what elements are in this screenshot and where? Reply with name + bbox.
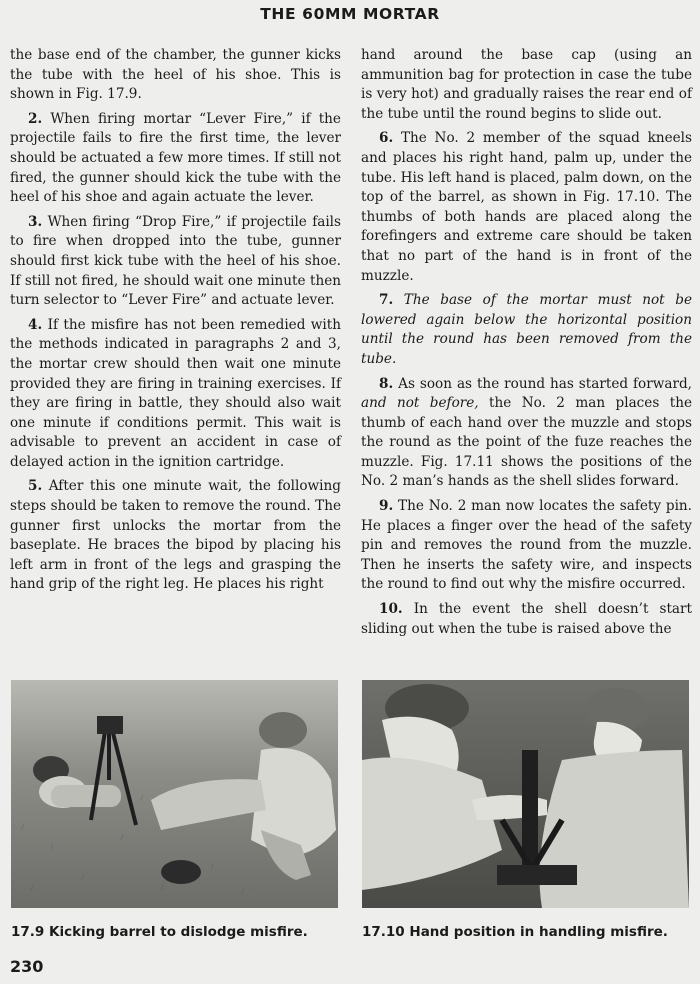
- paragraph-5: [10, 477, 341, 595]
- paragraph-4: [10, 316, 341, 473]
- paragraph-text: After this one minute wait, the following steps should be taken to remove the round. The gunner first unlocks the mortar from the baseplate. He braces the bipod by placing his left arm in front of the legs and grasping the hand grip of the right leg. He places his right: [10, 478, 341, 593]
- paragraph-number: 9.: [379, 498, 394, 515]
- paragraph-continuation: the base end of the chamber, the gunner kicks the tube with the heel of his shoe. This is shown in Fig. 17.9.: [10, 47, 341, 103]
- paragraph-text: If the misfire has not been remedied with the methods indicated in paragraphs 2 and 3, the mortar crew should then wait one minute provided they are firing in training exercises. If they are firing in battle, they should also wait one minute if conditions permit. This wait is advisable to prevent an accident in case of delayed action in the ignition cartridge.: [10, 316, 341, 470]
- paragraph-number: 3.: [28, 213, 43, 230]
- paragraph-2: [10, 110, 341, 208]
- figure-17-9-photo: [11, 680, 338, 908]
- paragraph-number: 8.: [379, 375, 394, 392]
- paragraph-number: 10.: [379, 601, 403, 618]
- paragraph-text: The base of the mortar must not be lowered again below the horizontal position until the round has been removed from the tube.: [361, 292, 692, 367]
- left-text-column: [10, 46, 341, 600]
- figure-17-10-caption: 17.10 Hand position in handling misfire.: [362, 924, 668, 940]
- paragraph-number: 7.: [379, 292, 394, 309]
- paragraph-text: As soon as the round has started forward,: [398, 375, 692, 392]
- page-number: 230: [10, 957, 44, 976]
- figure-17-9-caption: 17.9 Kicking barrel to dislodge misfire.: [11, 924, 308, 940]
- paragraph-text: The No. 2 member of the squad kneels and places his right hand, palm up, under the tube. His left hand is placed, palm down, on the top of the barrel, as shown in Fig. 17.10. The thumbs of both hands are placed along the forefingers and extreme care should be taken that no part of the hand is in front of the muzzle.: [361, 130, 692, 284]
- paragraph-8: [361, 375, 692, 493]
- paragraph-number: 5.: [28, 478, 43, 495]
- paragraph-text: the No. 2 man places the thumb of each hand over the muzzle and stops the round as the point of the fuze reaches the muzzle. Fig. 17.11 shows the positions of the No. 2 man’s hands as the shell slides forward.: [361, 395, 692, 490]
- figure-17-10-photo: [362, 680, 689, 908]
- paragraph-text: When firing mortar “Lever Fire,” if the projectile fails to fire the first time, the lever should be actuated a few more times. If still not fired, the gunner should kick the tube with the heel of his shoe and again actuate the lever.: [10, 110, 341, 206]
- paragraph-9: [361, 497, 692, 595]
- paragraph-text: In the event the shell doesn’t start sliding out when the tube is raised above the: [361, 601, 692, 637]
- paragraph-continuation: hand around the base cap (using an ammunition bag for protection in case the tube is very hot) and gradually raises the rear end of the tube until the round begins to slide out.: [361, 47, 692, 122]
- paragraph-text: The No. 2 man now locates the safety pin. He places a finger over the head of the safety pin and removes the round from the muzzle. Then he inserts the safety wire, and inspects the round to find out why the misfire occurred.: [361, 498, 692, 593]
- paragraph-6: [361, 129, 692, 286]
- paragraph-text: When firing “Drop Fire,” if projectile fails to fire when dropped into the tube, gunner should first kick tube with the heel of his shoe. If still not fired, he should wait one minute then turn selector to “Lever Fire” and actuate lever.: [10, 213, 342, 309]
- paragraph-number: 4.: [28, 316, 43, 333]
- paragraph-number: 2.: [28, 110, 43, 127]
- paragraph-emphasis: and not before,: [361, 395, 479, 412]
- paragraph-7: [361, 291, 692, 369]
- right-text-column: [361, 46, 692, 644]
- paragraph-number: 6.: [379, 130, 394, 147]
- paragraph-10: [361, 600, 692, 639]
- page-title: THE 60MM MORTAR: [260, 5, 440, 23]
- paragraph-3: [10, 213, 341, 311]
